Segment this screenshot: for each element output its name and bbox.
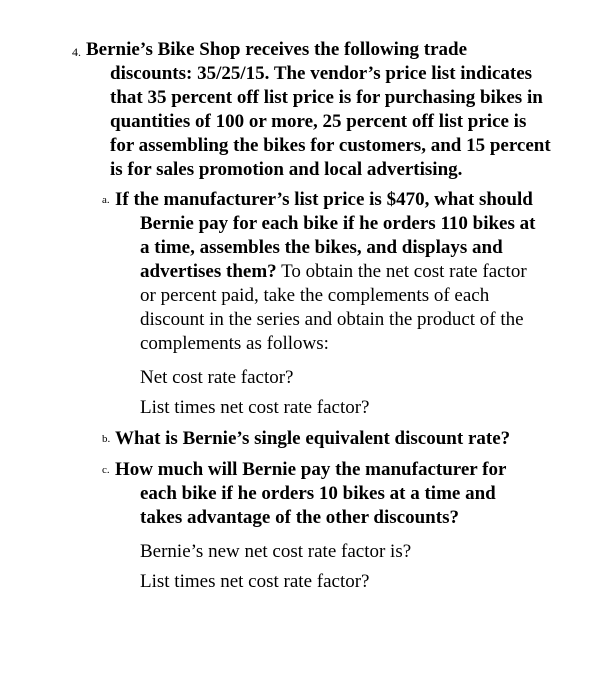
part-c-sub-list-times-rate: List times net cost rate factor? xyxy=(140,571,370,592)
part-a-instruction: To obtain the net cost rate factor or percent paid, take the complements of each discount in the series and obtain the product of the complements as follows: xyxy=(140,261,527,354)
problem-stem: Bernie’s Bike Shop receives the following trade discounts: 35/25/15. The vendor’s price list indicates that 35 percent off list price is for purchasing bikes in quantities of 100 or more, 25 percent off list price is for assembling the bikes for customers, and 15 percent is for sales promotion and local advertising. xyxy=(86,39,551,180)
part-c xyxy=(102,458,532,594)
part-a-question: If the manufacturer’s list price is $470, what should Bernie pay for each bike if he orders 110 bikes at a time, assembles the bikes, and displays and advertises them? xyxy=(115,189,536,282)
part-a-text xyxy=(115,188,546,356)
part-c-letter: c. xyxy=(102,464,110,476)
part-b-letter: b. xyxy=(102,433,111,445)
part-a-sub-list-times-rate: List times net cost rate factor? xyxy=(140,397,370,418)
problem-parts xyxy=(72,188,552,594)
part-a-sub-net-cost-rate: Net cost rate factor? xyxy=(140,367,294,388)
part-c-text xyxy=(115,458,532,530)
part-b xyxy=(102,427,532,451)
problem-4 xyxy=(72,38,552,594)
part-b-text xyxy=(115,427,532,451)
part-c-sub-new-rate: Bernie’s new net cost rate factor is? xyxy=(140,541,412,562)
part-c-question: How much will Bernie pay the manufacturer for each bike if he orders 10 bikes at a time and takes advantage of the other discounts? xyxy=(115,459,507,528)
part-a-letter: a. xyxy=(102,194,110,206)
part-a xyxy=(102,188,536,420)
problem-number: 4. xyxy=(72,45,81,59)
part-b-question: What is Bernie’s single equivalent discount rate? xyxy=(115,428,511,449)
